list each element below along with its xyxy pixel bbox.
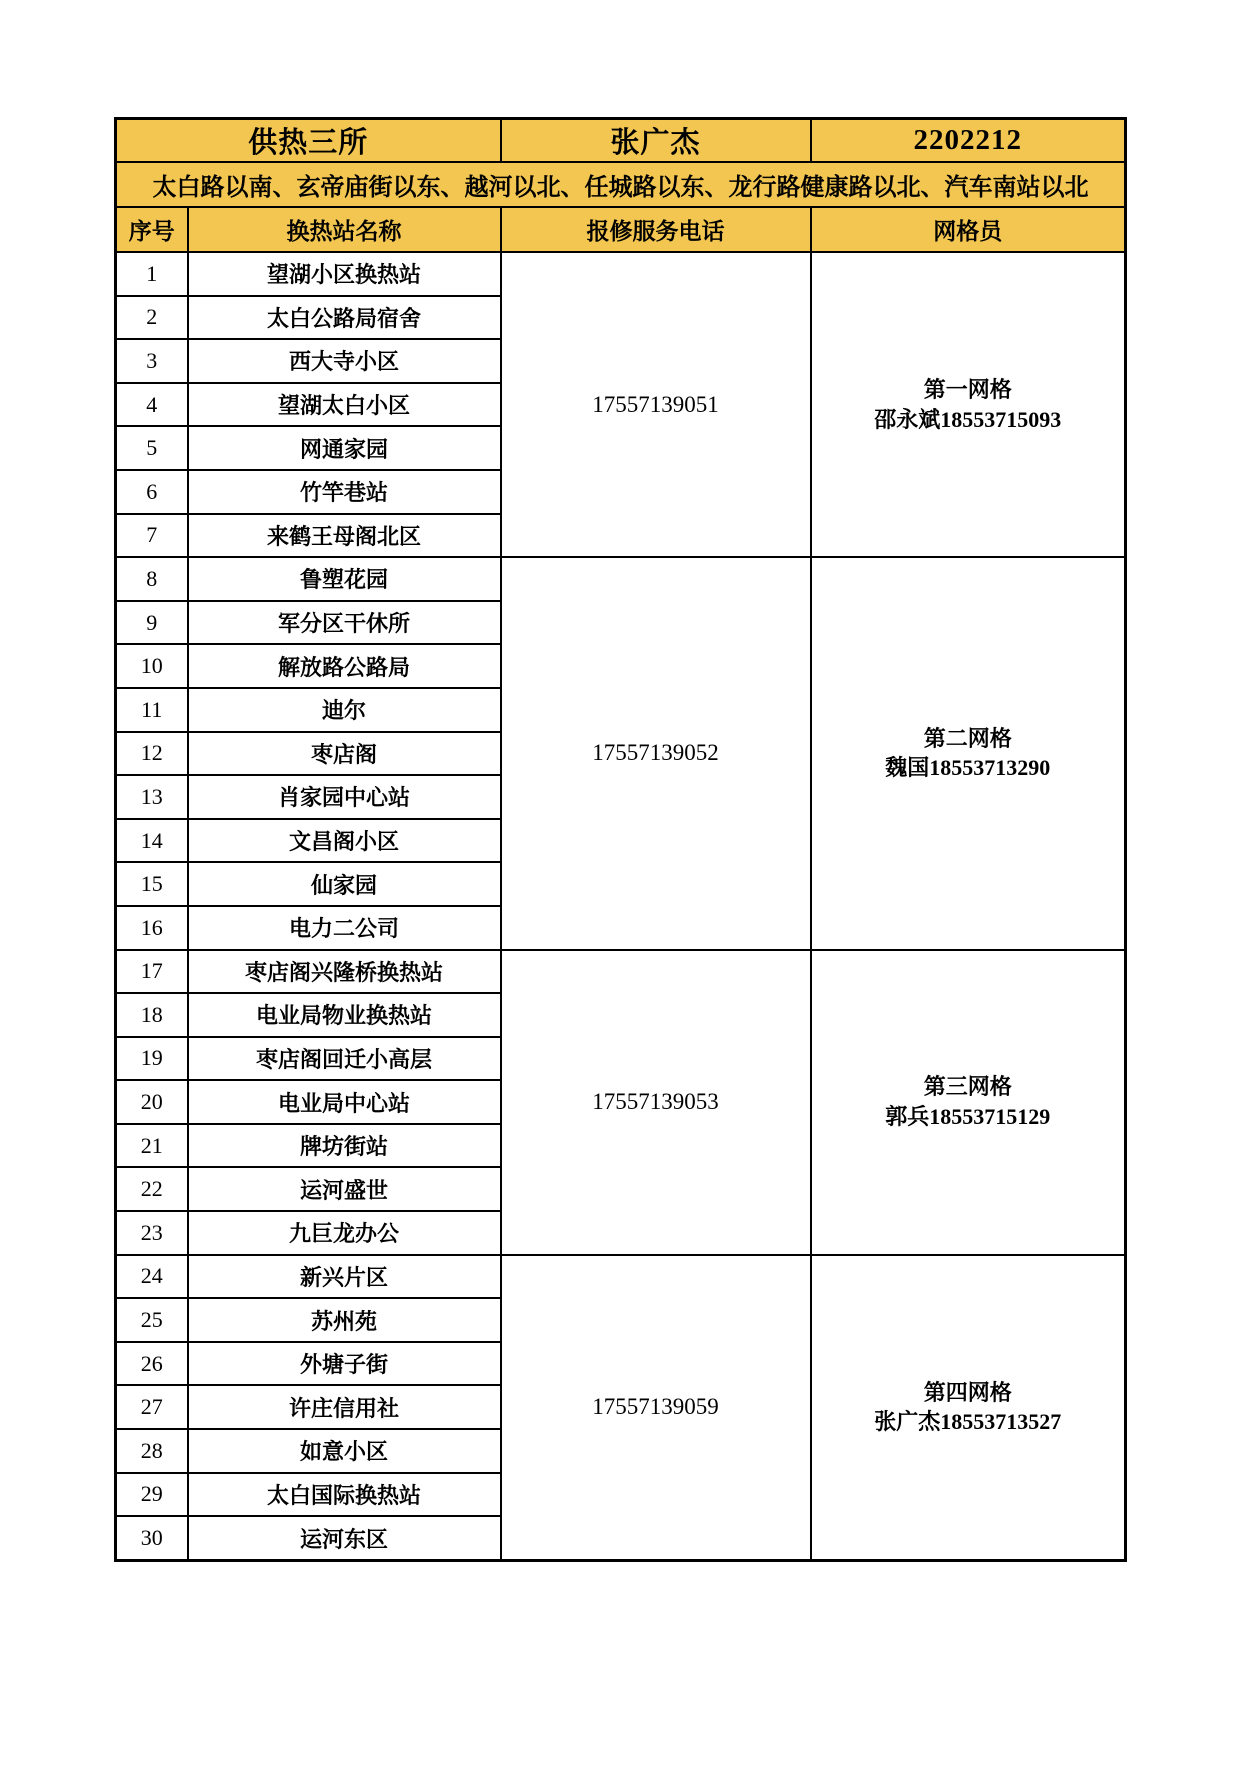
table-row bbox=[116, 1255, 1126, 1299]
station-name-cell: 运河盛世 bbox=[188, 1167, 501, 1211]
station-name-cell: 望湖小区换热站 bbox=[188, 252, 501, 296]
row-index-cell: 30 bbox=[116, 1516, 188, 1560]
row-index-cell: 18 bbox=[116, 993, 188, 1037]
station-name-cell: 枣店阁回迁小高层 bbox=[188, 1037, 501, 1081]
table-row bbox=[116, 557, 1126, 601]
row-index-cell: 26 bbox=[116, 1342, 188, 1386]
repair-phone-cell: 17557139059 bbox=[501, 1255, 811, 1561]
row-index-cell: 14 bbox=[116, 819, 188, 863]
col-header-grid-member: 网格员 bbox=[811, 207, 1126, 252]
station-name-cell: 军分区干休所 bbox=[188, 601, 501, 645]
row-index-cell: 4 bbox=[116, 383, 188, 427]
station-name-cell: 运河东区 bbox=[188, 1516, 501, 1560]
row-index-cell: 28 bbox=[116, 1429, 188, 1473]
station-name-cell: 牌坊街站 bbox=[188, 1124, 501, 1168]
row-index-cell: 13 bbox=[116, 775, 188, 819]
station-name-cell: 西大寺小区 bbox=[188, 339, 501, 383]
station-name-cell: 电业局中心站 bbox=[188, 1080, 501, 1124]
station-name-cell: 枣店阁兴隆桥换热站 bbox=[188, 950, 501, 994]
column-header-row bbox=[116, 207, 1126, 252]
office-title-cell: 供热三所 bbox=[116, 119, 501, 163]
row-index-cell: 2 bbox=[116, 296, 188, 340]
row-index-cell: 21 bbox=[116, 1124, 188, 1168]
station-name-cell: 太白公路局宿舍 bbox=[188, 296, 501, 340]
grid-member-cell bbox=[811, 1255, 1126, 1561]
grid-name: 第一网格 bbox=[923, 376, 1012, 402]
row-index-cell: 12 bbox=[116, 732, 188, 776]
col-header-index: 序号 bbox=[116, 207, 188, 252]
grid-name: 第二网格 bbox=[923, 725, 1012, 751]
station-name-cell: 望湖太白小区 bbox=[188, 383, 501, 427]
heating-station-table bbox=[114, 117, 1127, 1562]
col-header-station-name: 换热站名称 bbox=[188, 207, 501, 252]
table-row bbox=[116, 252, 1126, 296]
table-row bbox=[116, 950, 1126, 994]
row-index-cell: 19 bbox=[116, 1037, 188, 1081]
grid-contact: 魏国18553713290 bbox=[885, 755, 1051, 781]
repair-phone-cell: 17557139052 bbox=[501, 557, 811, 949]
station-name-cell: 鲁塑花园 bbox=[188, 557, 501, 601]
row-index-cell: 15 bbox=[116, 862, 188, 906]
grid-member-cell bbox=[811, 252, 1126, 557]
station-name-cell: 解放路公路局 bbox=[188, 644, 501, 688]
station-name-cell: 肖家园中心站 bbox=[188, 775, 501, 819]
repair-phone-cell: 17557139051 bbox=[501, 252, 811, 557]
district-description-cell: 太白路以南、玄帝庙街以东、越河以北、任城路以东、龙行路健康路以北、汽车南站以北 bbox=[116, 162, 1126, 207]
row-index-cell: 3 bbox=[116, 339, 188, 383]
grid-contact: 张广杰18553713527 bbox=[874, 1409, 1062, 1435]
station-name-cell: 太白国际换热站 bbox=[188, 1473, 501, 1517]
row-index-cell: 16 bbox=[116, 906, 188, 950]
office-code-cell: 2202212 bbox=[811, 119, 1126, 163]
col-header-repair-phone: 报修服务电话 bbox=[501, 207, 811, 252]
station-name-cell: 如意小区 bbox=[188, 1429, 501, 1473]
station-name-cell: 迪尔 bbox=[188, 688, 501, 732]
grid-name: 第四网格 bbox=[923, 1379, 1012, 1405]
row-index-cell: 5 bbox=[116, 426, 188, 470]
station-name-cell: 电业局物业换热站 bbox=[188, 993, 501, 1037]
district-row bbox=[116, 162, 1126, 207]
row-index-cell: 22 bbox=[116, 1167, 188, 1211]
grid-contact: 邵永斌18553715093 bbox=[874, 406, 1062, 432]
row-index-cell: 7 bbox=[116, 514, 188, 558]
station-name-cell: 外塘子街 bbox=[188, 1342, 501, 1386]
row-index-cell: 24 bbox=[116, 1255, 188, 1299]
row-index-cell: 25 bbox=[116, 1298, 188, 1342]
station-name-cell: 许庄信用社 bbox=[188, 1385, 501, 1429]
station-name-cell: 文昌阁小区 bbox=[188, 819, 501, 863]
row-index-cell: 27 bbox=[116, 1385, 188, 1429]
row-index-cell: 9 bbox=[116, 601, 188, 645]
row-index-cell: 10 bbox=[116, 644, 188, 688]
station-table-body bbox=[116, 252, 1126, 1560]
station-name-cell: 新兴片区 bbox=[188, 1255, 501, 1299]
row-index-cell: 23 bbox=[116, 1211, 188, 1255]
repair-phone-cell: 17557139053 bbox=[501, 950, 811, 1255]
row-index-cell: 6 bbox=[116, 470, 188, 514]
station-name-cell: 枣店阁 bbox=[188, 732, 501, 776]
station-name-cell: 仙家园 bbox=[188, 862, 501, 906]
grid-contact: 郭兵18553715129 bbox=[885, 1104, 1051, 1130]
station-name-cell: 来鹤王母阁北区 bbox=[188, 514, 501, 558]
station-name-cell: 网通家园 bbox=[188, 426, 501, 470]
grid-name: 第三网格 bbox=[923, 1074, 1012, 1100]
row-index-cell: 11 bbox=[116, 688, 188, 732]
station-name-cell: 苏州苑 bbox=[188, 1298, 501, 1342]
title-row bbox=[116, 119, 1126, 163]
row-index-cell: 29 bbox=[116, 1473, 188, 1517]
grid-member-cell bbox=[811, 950, 1126, 1255]
manager-name-cell: 张广杰 bbox=[501, 119, 811, 163]
station-name-cell: 九巨龙办公 bbox=[188, 1211, 501, 1255]
row-index-cell: 17 bbox=[116, 950, 188, 994]
station-name-cell: 竹竿巷站 bbox=[188, 470, 501, 514]
row-index-cell: 20 bbox=[116, 1080, 188, 1124]
row-index-cell: 1 bbox=[116, 252, 188, 296]
grid-member-cell bbox=[811, 557, 1126, 949]
station-name-cell: 电力二公司 bbox=[188, 906, 501, 950]
row-index-cell: 8 bbox=[116, 557, 188, 601]
